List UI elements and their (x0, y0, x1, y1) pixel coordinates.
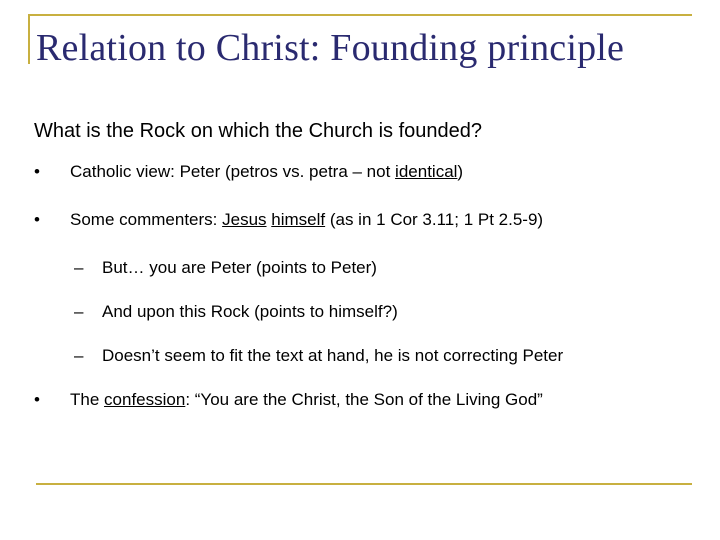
bullet-text: Catholic view: Peter (petros vs. petra – not identical) (70, 162, 464, 181)
subbullet-text: And upon this Rock (points to himself?) (102, 302, 398, 321)
underlined-term: Jesus (222, 210, 267, 229)
bullet-text: Some commenters: Jesus himself (as in 1 Cor 3.11; 1 Pt 2.5-9) (70, 210, 544, 229)
bullet-marker: • (34, 162, 40, 181)
bullet-marker: • (34, 390, 40, 409)
underlined-term: identical (395, 162, 458, 181)
dash-marker: – (74, 302, 84, 321)
bullet-text: The confession: “You are the Christ, the Son of the Living God” (70, 390, 543, 409)
slide-question: What is the Rock on which the Church is founded? (34, 120, 483, 142)
subbullet-text: But… you are Peter (points to Peter) (102, 258, 377, 277)
underlined-term: himself (271, 210, 326, 229)
slide-frame-bottom-rule (36, 483, 692, 485)
bullet-marker: • (34, 210, 40, 229)
subbullet-text: Doesn’t seem to fit the text at hand, he is not correcting Peter (102, 346, 564, 365)
underlined-term: confession (104, 390, 186, 409)
dash-marker: – (74, 346, 84, 365)
dash-marker: – (74, 258, 84, 277)
slide-title: Relation to Christ: Founding principle (36, 27, 625, 69)
slide-frame-top-rule (28, 14, 692, 16)
slide-frame-left-rule (28, 14, 30, 64)
